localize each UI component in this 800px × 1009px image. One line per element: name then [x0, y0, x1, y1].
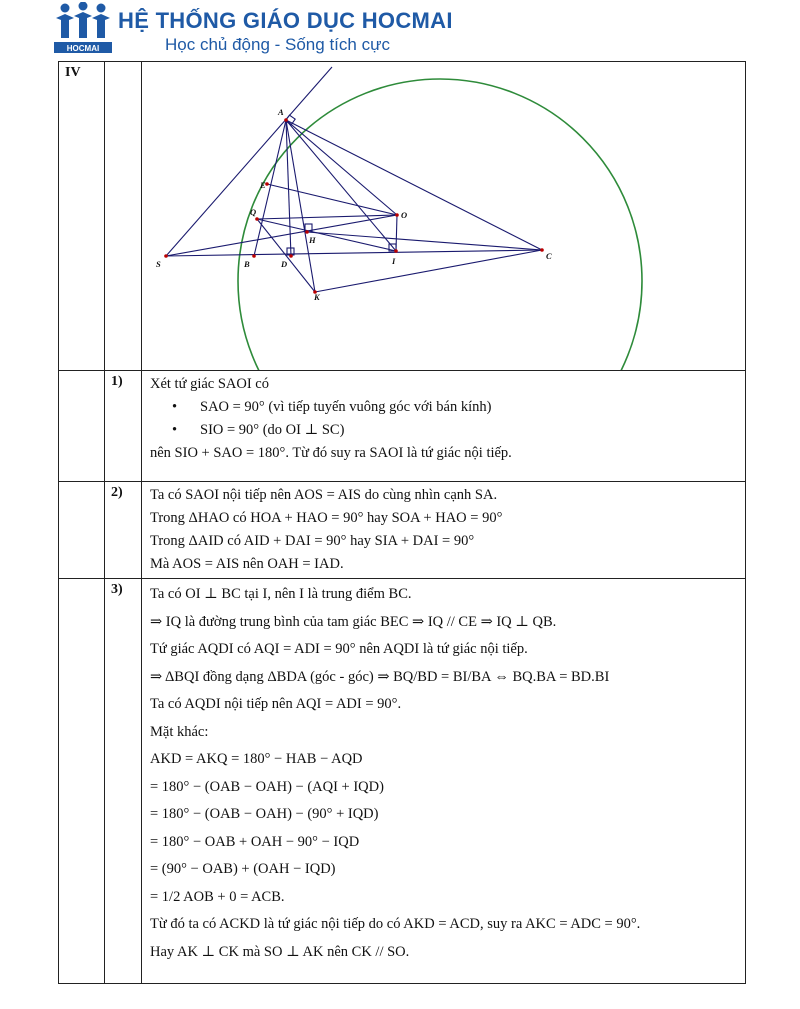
- point-label-k: K: [314, 292, 320, 302]
- part-3-line-11: = (90° − OAB) + (OAH − IQD): [150, 861, 336, 877]
- part-1-label: 1): [105, 371, 142, 482]
- part-1-line-4: nên SIO + SAO = 180°. Từ đó suy ra SAOI là tứ giác nội tiếp.: [150, 445, 512, 461]
- part-3-line-14: Hay AK ⊥ CK mà SO ⊥ AK nên CK // SO.: [150, 943, 410, 960]
- brand-slogan: Học chủ động - Sống tích cực: [165, 35, 390, 54]
- part-1-line-2: • SAO = 90° (vì tiếp tuyến vuông góc với bán kính): [150, 396, 737, 419]
- logo-text: HOCMAI: [66, 44, 100, 53]
- part-2-row: [59, 482, 746, 579]
- part-3-line-7: AKD = AKQ = 180° − HAB − AQD: [150, 751, 363, 767]
- part-3-line-1: Ta có OI ⊥ BC tại I, nên I là trung điểm BC.: [150, 586, 412, 602]
- point-label-s: S: [156, 259, 161, 269]
- point-label-o: O: [401, 210, 408, 220]
- part-3-row: [59, 579, 746, 984]
- part-2-line-3: Trong ΔAID có AID + DAI = 90° hay SIA + DAI = 90°: [150, 533, 475, 549]
- figure-row: [59, 62, 746, 371]
- brand-title: HỆ THỐNG GIÁO DỤC HOCMAI: [118, 8, 453, 33]
- part-3-line-5: Ta có AQDI nội tiếp nên AQI = ADI = 90°.: [150, 696, 402, 712]
- part-1-line-3: • SIO = 90° (do OI ⊥ SC): [150, 419, 737, 442]
- part-1-content: [142, 371, 746, 482]
- part-3-line-4: ⇒ ΔBQI đồng dạng ΔBDA (góc - góc) ⇒ BQ/BD = BI/BA ⇔ BQ.BA = BD.BI: [150, 668, 610, 685]
- page-header: [0, 0, 800, 62]
- part-1-line-1: Xét tứ giác SAOI có: [150, 376, 269, 392]
- part-3-line-2: ⇒ IQ là đường trung bình của tam giác BEC ⇒ IQ // CE ⇒ IQ ⊥ QB.: [150, 613, 557, 630]
- point-label-d: D: [281, 259, 288, 269]
- point-label-h: H: [309, 235, 316, 245]
- section-number: IV: [59, 62, 105, 371]
- geometry-figure: [142, 62, 742, 370]
- geometry-figure-cell: [142, 62, 746, 371]
- point-label-e: E: [260, 180, 266, 190]
- part-3-line-8: = 180° − (OAB − OAH) − (AQI + IQD): [150, 778, 384, 795]
- point-label-a: A: [278, 107, 284, 117]
- part-3-line-12: = 1/2 AOB + 0 = ACB.: [150, 888, 285, 905]
- part-2-line-1: Ta có SAOI nội tiếp nên AOS = AIS do cùng nhìn cạnh SA.: [150, 487, 498, 503]
- point-label-i: I: [392, 256, 396, 266]
- point-label-c: C: [546, 251, 552, 261]
- part-2-content: [142, 482, 746, 579]
- part-3-line-10: = 180° − OAB + OAH − 90° − IQD: [150, 833, 360, 850]
- part-3-line-3: Tứ giác AQDI có AQI = ADI = 90° nên AQDI là tứ giác nội tiếp.: [150, 641, 528, 657]
- part-2-line-4: Mà AOS = AIS nên OAH = IAD.: [150, 556, 344, 572]
- part-3-content: [142, 579, 746, 984]
- solution-table: [58, 61, 746, 984]
- hocmai-logo-icon: [52, 2, 114, 54]
- part-2-line-2: Trong ΔHAO có HOA + HAO = 90° hay SOA + HAO = 90°: [150, 510, 503, 526]
- part-2-label: 2): [105, 482, 142, 579]
- part-3-line-9: = 180° − (OAB − OAH) − (90° + IQD): [150, 806, 379, 822]
- part-1-row: [59, 371, 746, 482]
- part-3-line-6: Mặt khác:: [150, 723, 209, 740]
- point-label-q: Q: [250, 207, 257, 217]
- part-3-line-13: Từ đó ta có ACKD là tứ giác nội tiếp do có AKD = ACD, suy ra AKC = ADC = 90°.: [150, 916, 641, 932]
- point-label-b: B: [244, 259, 250, 269]
- part-3-label: 3): [105, 579, 142, 984]
